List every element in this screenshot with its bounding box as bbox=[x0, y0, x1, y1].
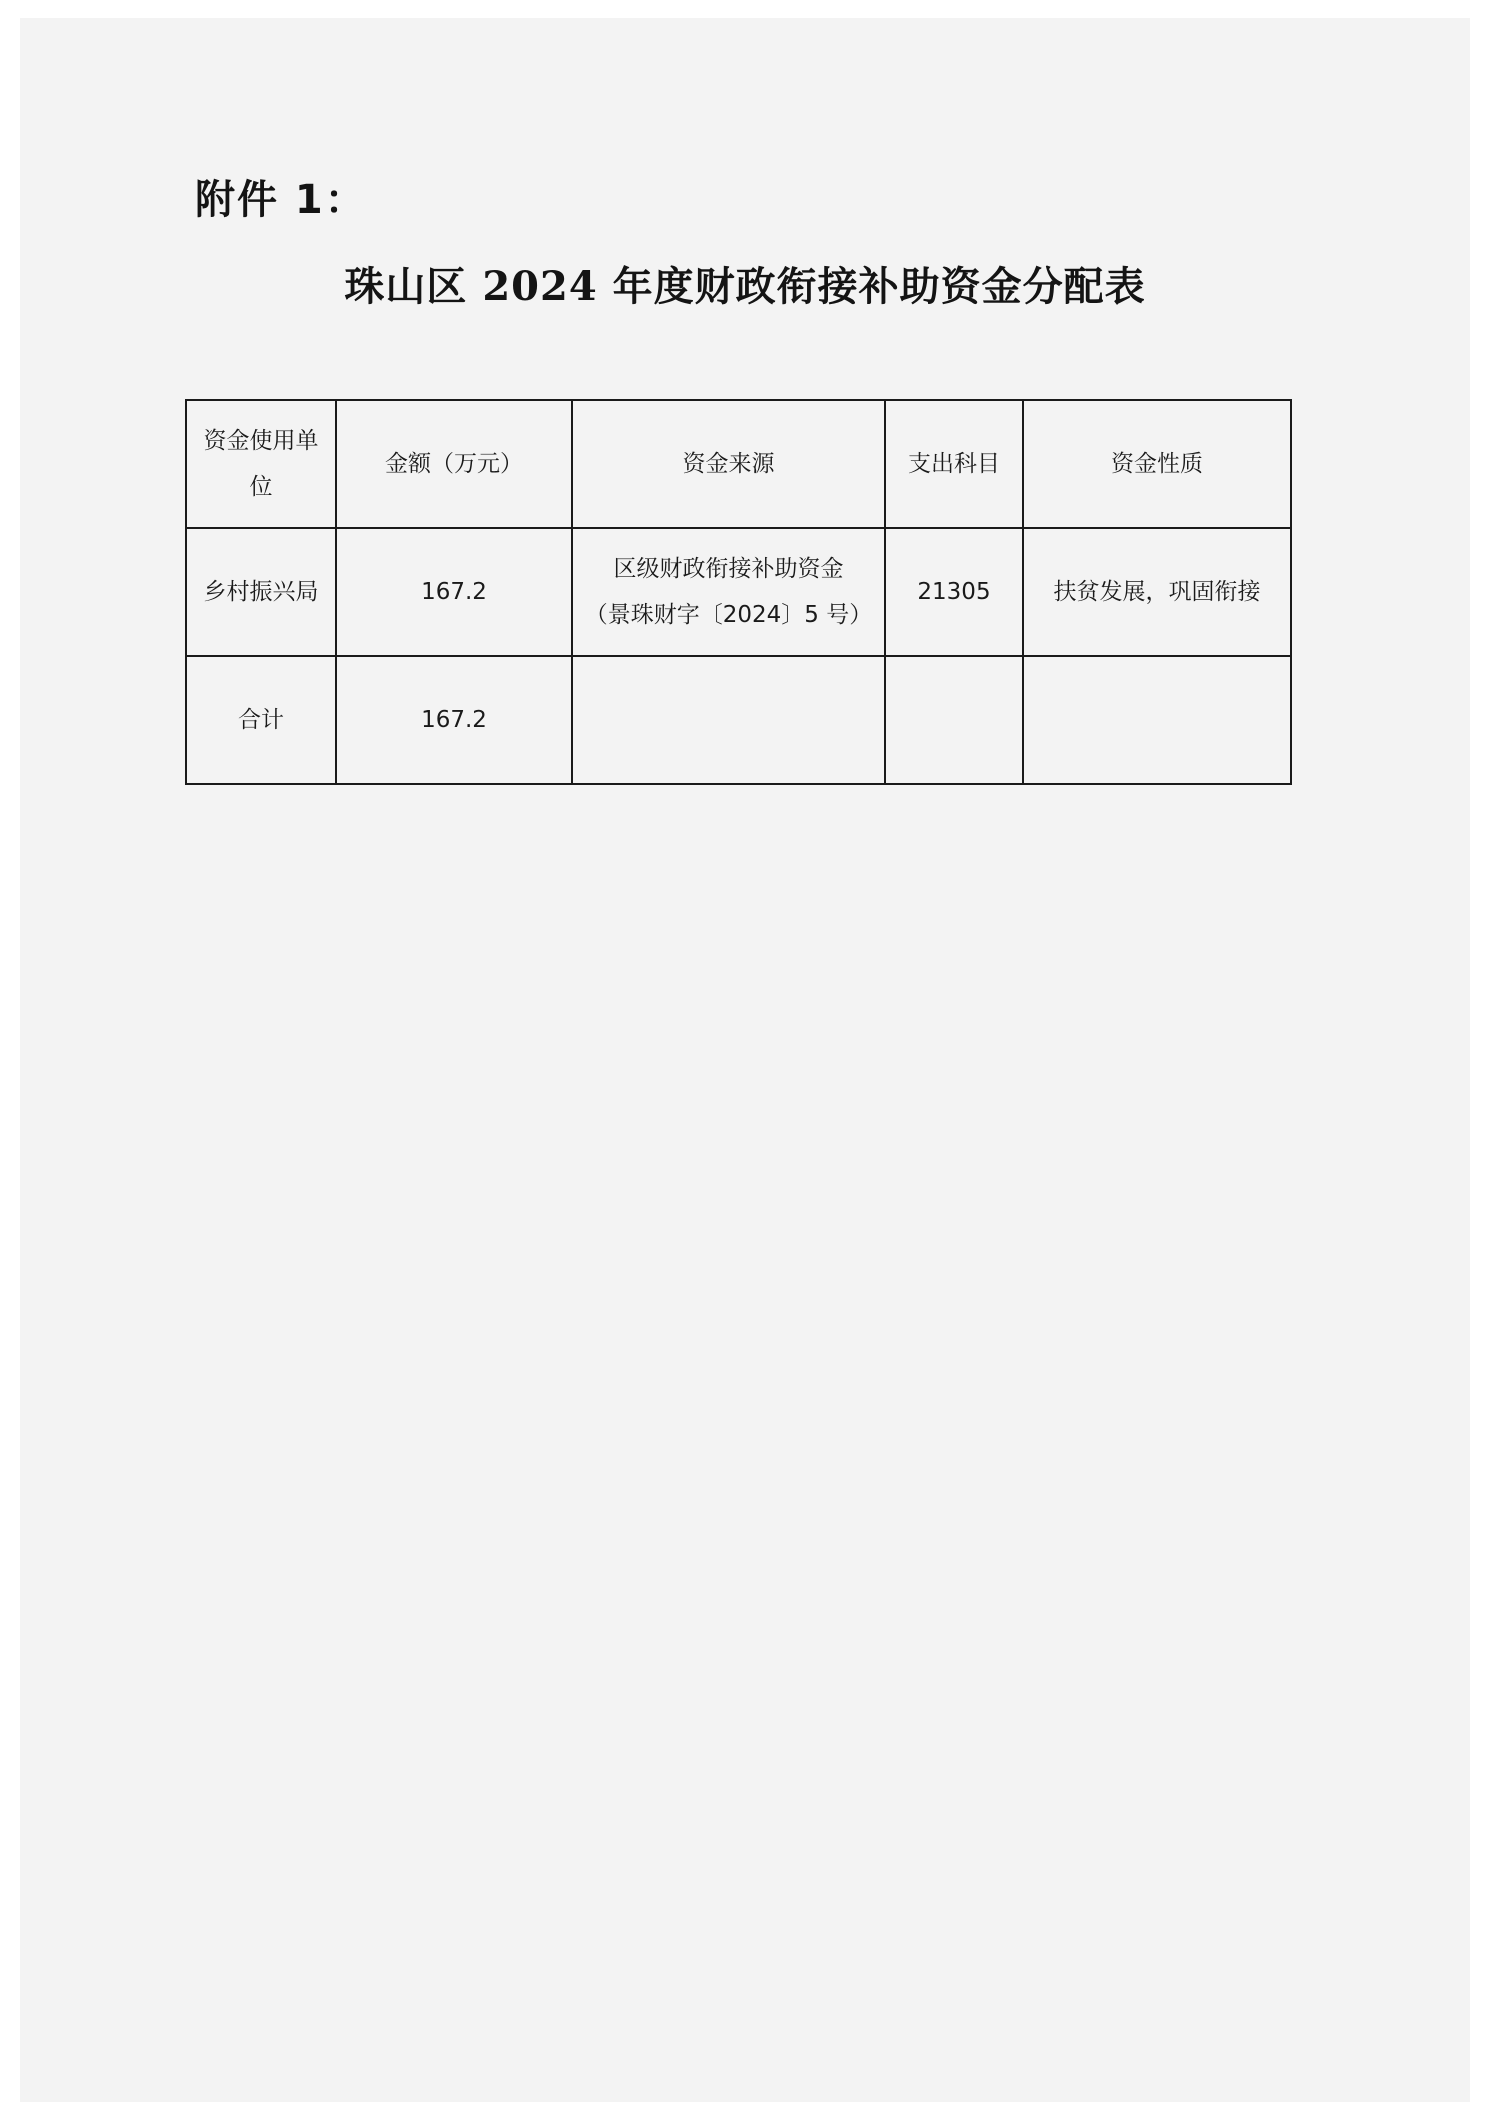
header-unit-line-2: 位 bbox=[249, 474, 273, 500]
total-label: 合计 bbox=[186, 656, 336, 784]
cell-source-line-1: 区级财政衔接补助资金 bbox=[613, 556, 844, 582]
header-amount: 金额（万元） bbox=[336, 400, 572, 528]
header-nature: 资金性质 bbox=[1023, 400, 1291, 528]
total-source-empty bbox=[572, 656, 885, 784]
header-expense-code: 支出科目 bbox=[885, 400, 1023, 528]
total-nature-empty bbox=[1023, 656, 1291, 784]
total-amount: 167.2 bbox=[336, 656, 572, 784]
attachment-label: 附件 1： bbox=[195, 177, 367, 223]
cell-source bbox=[572, 528, 885, 656]
cell-source-line-2: （景珠财字〔2024〕5 号） bbox=[584, 602, 873, 628]
page-title: 珠山区 2024 年度财政衔接补助资金分配表 bbox=[344, 263, 1146, 310]
cell-nature: 扶贫发展，巩固衔接 bbox=[1023, 528, 1291, 656]
header-unit-line-1: 资金使用单 bbox=[203, 428, 319, 454]
cell-unit: 乡村振兴局 bbox=[186, 528, 336, 656]
cell-expense-code: 21305 bbox=[885, 528, 1023, 656]
total-code-empty bbox=[885, 656, 1023, 784]
cell-amount: 167.2 bbox=[336, 528, 572, 656]
header-source: 资金来源 bbox=[572, 400, 885, 528]
allocation-table bbox=[185, 399, 1292, 785]
document-page bbox=[20, 18, 1470, 2102]
table-total-row bbox=[186, 656, 1291, 784]
table-header-row bbox=[186, 400, 1291, 528]
header-unit bbox=[186, 400, 336, 528]
table-row bbox=[186, 528, 1291, 656]
